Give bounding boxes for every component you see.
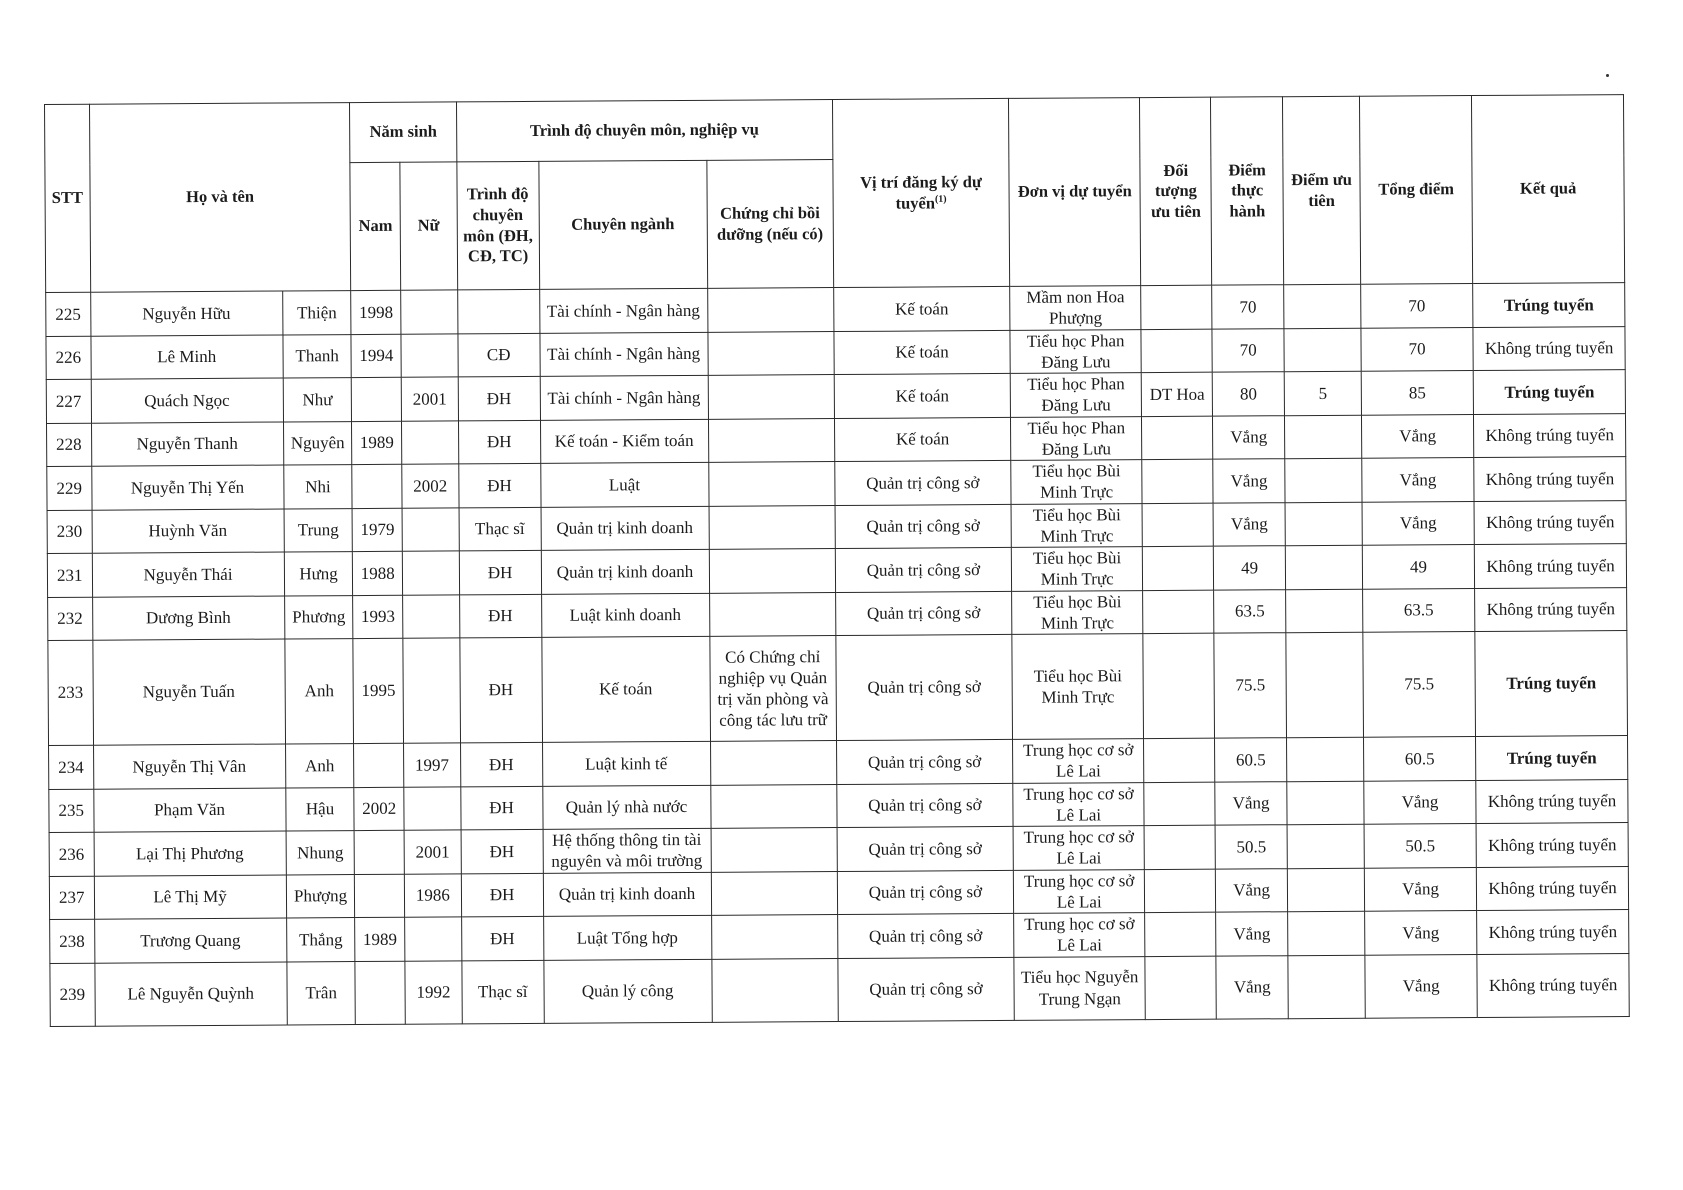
- cell-vi-tri: Quản trị công sở: [836, 634, 1013, 740]
- cell-diem-uu-tien: [1286, 632, 1364, 737]
- cell-chung-chi: [711, 958, 838, 1022]
- cell-ten: Anh: [285, 639, 354, 744]
- cell-tong-diem: 63.5: [1362, 588, 1475, 632]
- cell-trinh-do: [457, 289, 539, 333]
- cell-ket-qua: Trúng tuyển: [1476, 736, 1628, 780]
- cell-nu: [403, 638, 460, 743]
- cell-doi-tuong: [1145, 912, 1216, 956]
- cell-doi-tuong: [1141, 329, 1212, 373]
- cell-chung-chi: [707, 288, 834, 332]
- cell-ten: Trân: [287, 961, 356, 1024]
- cell-stt: 232: [48, 597, 93, 641]
- cell-don-vi: Tiểu học Bùi Minh Trực: [1011, 460, 1143, 504]
- cell-nam: [355, 830, 405, 874]
- cell-trinh-do: ĐH: [460, 786, 542, 830]
- header-trinh-do-group: Trình độ chuyên môn, nghiệp vụ: [456, 100, 833, 162]
- cell-doi-tuong: [1145, 956, 1216, 1019]
- cell-stt: 230: [47, 510, 92, 554]
- cell-ket-qua: Không trúng tuyển: [1477, 866, 1629, 910]
- cell-diem-uu-tien: [1288, 911, 1365, 955]
- cell-ho: Huỳnh Văn: [92, 509, 284, 554]
- cell-ten: Như: [283, 378, 352, 422]
- cell-diem-thuc-hanh: 63.5: [1214, 589, 1286, 633]
- cell-diem-uu-tien: [1286, 589, 1363, 633]
- cell-chuyen-nganh: Kế toán: [541, 636, 710, 742]
- cell-chung-chi: [709, 505, 836, 549]
- cell-stt: 231: [47, 553, 92, 597]
- cell-nam: [354, 743, 404, 787]
- cell-nu: [401, 333, 458, 377]
- cell-nu: [402, 507, 459, 551]
- cell-nu: 1986: [404, 873, 461, 917]
- cell-diem-thuc-hanh: Vắng: [1215, 781, 1287, 825]
- cell-diem-uu-tien: [1287, 824, 1364, 868]
- cell-doi-tuong: [1145, 869, 1216, 913]
- cell-ho: Nguyễn Tuấn: [92, 639, 285, 745]
- cell-diem-uu-tien: [1285, 545, 1362, 589]
- cell-tong-diem: 70: [1361, 327, 1474, 371]
- cell-trinh-do: ĐH: [459, 594, 541, 638]
- header-vi-tri-note: (1): [934, 193, 947, 205]
- cell-ho: Lê Nguyễn Quỳnh: [94, 961, 287, 1025]
- cell-ten: Thắng: [286, 918, 355, 962]
- cell-don-vi: Mầm non Hoa Phượng: [1010, 286, 1142, 330]
- cell-diem-uu-tien: [1288, 955, 1365, 1018]
- cell-chung-chi: [709, 592, 836, 636]
- cell-doi-tuong: [1141, 285, 1212, 329]
- cell-don-vi: Tiểu học Bùi Minh Trực: [1011, 547, 1143, 591]
- cell-stt: 238: [50, 919, 95, 963]
- header-tong-diem: Tổng điểm: [1359, 96, 1472, 285]
- cell-ket-qua: Không trúng tuyển: [1477, 910, 1629, 954]
- cell-ket-qua: Trúng tuyển: [1473, 370, 1625, 414]
- cell-ket-qua: Không trúng tuyển: [1474, 457, 1626, 501]
- cell-ten: Hưng: [284, 552, 353, 596]
- cell-vi-tri: Quản trị công sở: [835, 460, 1011, 505]
- cell-chuyen-nganh: Luật: [540, 462, 708, 507]
- cell-trinh-do: Thạc sĩ: [462, 960, 544, 1024]
- cell-ten: Phượng: [286, 874, 355, 918]
- cell-tong-diem: Vắng: [1361, 414, 1474, 458]
- cell-tong-diem: Vắng: [1365, 954, 1478, 1018]
- table-row: [48, 631, 1628, 746]
- header-ho-va-ten: Họ và tên: [89, 103, 351, 293]
- cell-stt: 228: [47, 423, 92, 467]
- cell-vi-tri: Quản trị công sở: [836, 739, 1012, 784]
- header-stt: STT: [45, 104, 91, 292]
- cell-ho: Nguyễn Hữu: [90, 291, 282, 336]
- cell-diem-thuc-hanh: Vắng: [1216, 955, 1288, 1018]
- header-diem-uu-tien: Điểm ưu tiên: [1283, 96, 1361, 284]
- cell-ten: Nhi: [283, 465, 352, 509]
- cell-chuyen-nganh: Quản trị kinh doanh: [541, 549, 709, 594]
- cell-diem-thuc-hanh: Vắng: [1213, 502, 1285, 546]
- cell-ten: Phương: [284, 595, 353, 639]
- cell-chuyen-nganh: Quản lý công: [543, 959, 711, 1023]
- cell-diem-uu-tien: [1284, 284, 1361, 328]
- cell-trinh-do: ĐH: [458, 463, 540, 507]
- cell-stt: 233: [48, 640, 93, 745]
- cell-vi-tri: Quản trị công sở: [838, 957, 1014, 1021]
- cell-nam: 1993: [353, 595, 403, 639]
- cell-diem-thuc-hanh: Vắng: [1216, 912, 1288, 956]
- cell-chung-chi: [711, 915, 838, 959]
- cell-tong-diem: 75.5: [1363, 632, 1476, 738]
- cell-diem-uu-tien: [1285, 415, 1362, 459]
- table-header: [45, 95, 1625, 293]
- cell-diem-uu-tien: [1285, 458, 1362, 502]
- cell-nu: [403, 594, 460, 638]
- cell-trinh-do: ĐH: [458, 420, 540, 464]
- cell-diem-thuc-hanh: 49: [1214, 546, 1286, 590]
- cell-chuyen-nganh: Tài chính - Ngân hàng: [539, 288, 707, 333]
- cell-tong-diem: Vắng: [1364, 780, 1477, 824]
- results-sheet: [44, 94, 1630, 1026]
- cell-vi-tri: Kế toán: [834, 330, 1010, 375]
- cell-trinh-do: ĐH: [461, 829, 543, 873]
- header-chung-chi: Chứng chỉ bồi dưỡng (nếu có): [706, 160, 833, 289]
- cell-don-vi: Tiểu học Phan Đăng Lưu: [1010, 373, 1142, 417]
- cell-doi-tuong: [1144, 738, 1215, 782]
- cell-vi-tri: Quản trị công sở: [835, 504, 1011, 549]
- cell-ten: Thanh: [283, 334, 352, 378]
- cell-chung-chi: [708, 462, 835, 506]
- cell-nam: [355, 961, 405, 1024]
- cell-nu: 2002: [402, 464, 459, 508]
- cell-ten: Trung: [284, 508, 353, 552]
- cell-chuyen-nganh: Tài chính - Ngân hàng: [540, 332, 708, 377]
- cell-ket-qua: Trúng tuyển: [1473, 283, 1625, 327]
- cell-stt: 234: [49, 745, 94, 789]
- cell-ho: Trương Quang: [94, 918, 286, 963]
- cell-vi-tri: Quản trị công sở: [837, 870, 1013, 915]
- cell-nu: 2001: [404, 830, 461, 874]
- cell-nam: 1979: [353, 508, 403, 552]
- header-nam-sinh: Năm sinh: [350, 102, 457, 163]
- cell-doi-tuong: [1143, 633, 1214, 738]
- cell-doi-tuong: [1144, 825, 1215, 869]
- cell-nam: 1988: [353, 551, 403, 595]
- cell-tong-diem: 50.5: [1364, 824, 1477, 868]
- cell-don-vi: Trung học cơ sở Lê Lai: [1013, 869, 1145, 913]
- cell-chuyen-nganh: Quản trị kinh doanh: [543, 872, 711, 917]
- cell-nam: 1989: [352, 421, 402, 465]
- cell-don-vi: Trung học cơ sở Lê Lai: [1014, 913, 1146, 957]
- cell-trinh-do: Thạc sĩ: [459, 507, 541, 551]
- cell-trinh-do: ĐH: [461, 873, 543, 917]
- header-trinh-do: Trình độ chuyên môn (ĐH, CĐ, TC): [457, 161, 540, 290]
- cell-nu: [404, 786, 461, 830]
- cell-ho: Phạm Văn: [93, 787, 285, 832]
- header-doi-tuong: Đối tượng ưu tiên: [1140, 97, 1212, 285]
- cell-nu: 2001: [401, 377, 458, 421]
- cell-tong-diem: Vắng: [1365, 911, 1478, 955]
- cell-diem-uu-tien: 5: [1284, 371, 1361, 415]
- cell-tong-diem: 85: [1361, 371, 1474, 415]
- cell-nu: [402, 420, 459, 464]
- cell-stt: 225: [46, 292, 91, 336]
- cell-vi-tri: Kế toán: [834, 373, 1010, 418]
- cell-don-vi: Tiểu học Bùi Minh Trực: [1012, 590, 1144, 634]
- cell-stt: 226: [46, 336, 91, 380]
- cell-ket-qua: Không trúng tuyển: [1473, 326, 1625, 370]
- cell-chuyen-nganh: Quản lý nhà nước: [542, 785, 710, 830]
- cell-chuyen-nganh: Luật kinh doanh: [541, 593, 709, 638]
- cell-nam: [352, 377, 402, 421]
- cell-chung-chi: [711, 871, 838, 915]
- cell-nam: [352, 464, 402, 508]
- cell-nam: 1998: [351, 290, 401, 334]
- cell-don-vi: Tiểu học Phan Đăng Lưu: [1010, 416, 1142, 460]
- cell-ket-qua: Không trúng tuyển: [1475, 587, 1627, 631]
- header-ket-qua: Kết quả: [1472, 95, 1625, 284]
- cell-tong-diem: Vắng: [1364, 867, 1477, 911]
- cell-stt: 237: [49, 876, 94, 920]
- cell-ten: Nhung: [286, 831, 355, 875]
- cell-chuyen-nganh: Quản trị kinh doanh: [541, 506, 709, 551]
- cell-doi-tuong: [1143, 590, 1214, 634]
- cell-ho: Lại Thị Phương: [94, 831, 286, 876]
- cell-tong-diem: 60.5: [1363, 737, 1476, 781]
- cell-stt: 227: [46, 379, 91, 423]
- cell-don-vi: Trung học cơ sở Lê Lai: [1012, 739, 1144, 783]
- scan-speck: [1606, 74, 1609, 77]
- cell-chung-chi: Có Chứng chỉ nghiệp vụ Quản trị văn phòng và công tác lưu trữ: [709, 636, 836, 742]
- cell-chung-chi: [711, 828, 838, 872]
- cell-chung-chi: [709, 549, 836, 593]
- cell-ket-qua: Không trúng tuyển: [1477, 953, 1629, 1017]
- results-table: [44, 94, 1630, 1026]
- cell-tong-diem: Vắng: [1362, 501, 1475, 545]
- header-chuyen-nganh: Chuyên ngành: [538, 160, 707, 289]
- header-vi-tri: [832, 98, 1009, 287]
- cell-doi-tuong: [1142, 416, 1213, 460]
- cell-nu: [405, 917, 462, 961]
- header-vi-tri-label: Vị trí đăng ký dự tuyển: [860, 171, 982, 213]
- cell-chuyen-nganh: Kế toán - Kiểm toán: [540, 419, 708, 464]
- cell-tong-diem: 70: [1361, 284, 1474, 328]
- cell-trinh-do: ĐH: [459, 550, 541, 594]
- cell-stt: 229: [47, 466, 92, 510]
- cell-ho: Dương Bình: [92, 596, 284, 641]
- cell-ho: Lê Thị Mỹ: [94, 874, 286, 919]
- cell-ho: Nguyễn Thái: [92, 552, 284, 597]
- table-row: [50, 953, 1629, 1026]
- cell-doi-tuong: DT Hoa: [1142, 372, 1213, 416]
- cell-diem-thuc-hanh: 70: [1212, 328, 1284, 372]
- cell-diem-thuc-hanh: Vắng: [1216, 868, 1288, 912]
- cell-chung-chi: [707, 331, 834, 375]
- cell-nam: 2002: [354, 787, 404, 831]
- cell-tong-diem: 49: [1362, 545, 1475, 589]
- cell-don-vi: Tiểu học Phan Đăng Lưu: [1010, 329, 1142, 373]
- cell-diem-uu-tien: [1285, 502, 1362, 546]
- cell-stt: 235: [49, 789, 94, 833]
- cell-diem-thuc-hanh: Vắng: [1213, 415, 1285, 459]
- table-body: [46, 283, 1630, 1026]
- cell-chuyen-nganh: Hệ thống thông tin tài nguyên và môi trường: [543, 828, 711, 873]
- header-nu: Nữ: [400, 162, 457, 290]
- cell-ket-qua: Không trúng tuyển: [1474, 544, 1626, 588]
- cell-don-vi: Trung học cơ sở Lê Lai: [1013, 826, 1145, 870]
- cell-diem-uu-tien: [1284, 328, 1361, 372]
- cell-chung-chi: [710, 741, 837, 785]
- cell-diem-thuc-hanh: 50.5: [1215, 825, 1287, 869]
- cell-vi-tri: Quản trị công sở: [837, 826, 1013, 871]
- cell-chuyen-nganh: Tài chính - Ngân hàng: [540, 375, 708, 420]
- cell-ket-qua: Không trúng tuyển: [1474, 413, 1626, 457]
- cell-trinh-do: ĐH: [460, 742, 542, 786]
- cell-diem-thuc-hanh: 75.5: [1214, 633, 1286, 738]
- cell-chung-chi: [708, 418, 835, 462]
- cell-vi-tri: Quản trị công sở: [838, 913, 1014, 958]
- cell-ho: Nguyễn Thanh: [91, 422, 283, 467]
- cell-nam: 1994: [351, 334, 401, 378]
- cell-vi-tri: Quản trị công sở: [837, 783, 1013, 828]
- cell-diem-uu-tien: [1287, 737, 1364, 781]
- cell-nam: 1995: [353, 638, 403, 743]
- cell-ho: Quách Ngọc: [91, 378, 283, 423]
- cell-ten: Hậu: [285, 787, 354, 831]
- cell-doi-tuong: [1143, 546, 1214, 590]
- header-nam: Nam: [350, 162, 400, 290]
- cell-diem-uu-tien: [1287, 868, 1364, 912]
- cell-stt: 236: [49, 832, 94, 876]
- cell-chung-chi: [710, 784, 837, 828]
- cell-don-vi: Tiểu học Nguyễn Trung Ngạn: [1014, 956, 1146, 1020]
- cell-nam: 1989: [355, 917, 405, 961]
- cell-don-vi: Tiểu học Bùi Minh Trực: [1012, 634, 1144, 740]
- cell-ket-qua: Không trúng tuyển: [1476, 779, 1628, 823]
- cell-chuyen-nganh: Luật Tổng hợp: [543, 915, 711, 960]
- cell-nu: [402, 551, 459, 595]
- cell-vi-tri: Quản trị công sở: [835, 547, 1011, 592]
- cell-don-vi: Trung học cơ sở Lê Lai: [1013, 782, 1145, 826]
- cell-ten: Anh: [285, 744, 354, 788]
- cell-ket-qua: Trúng tuyển: [1475, 631, 1627, 737]
- cell-ho: Nguyễn Thị Vân: [93, 744, 285, 789]
- cell-vi-tri: Kế toán: [834, 286, 1010, 331]
- cell-ten: Nguyên: [283, 421, 352, 465]
- cell-vi-tri: Quản trị công sở: [836, 591, 1012, 636]
- cell-trinh-do: ĐH: [458, 376, 540, 420]
- cell-trinh-do: ĐH: [460, 637, 543, 743]
- cell-ket-qua: Không trúng tuyển: [1474, 500, 1626, 544]
- header-diem-thuc-hanh: Điểm thực hành: [1211, 97, 1284, 285]
- cell-nu: 1992: [405, 960, 462, 1023]
- header-don-vi: Đơn vị dự tuyển: [1008, 98, 1141, 287]
- cell-stt: 239: [50, 963, 95, 1026]
- cell-ket-qua: Không trúng tuyển: [1476, 823, 1628, 867]
- cell-nam: [355, 874, 405, 918]
- cell-doi-tuong: [1142, 503, 1213, 547]
- cell-ten: Thiện: [282, 291, 351, 335]
- cell-nu: [401, 290, 458, 334]
- cell-diem-uu-tien: [1287, 781, 1364, 825]
- cell-chuyen-nganh: Luật kinh tế: [542, 741, 710, 786]
- cell-diem-thuc-hanh: 70: [1212, 285, 1284, 329]
- cell-chung-chi: [708, 375, 835, 419]
- cell-don-vi: Tiểu học Bùi Minh Trực: [1011, 503, 1143, 547]
- cell-vi-tri: Kế toán: [834, 417, 1010, 462]
- cell-diem-thuc-hanh: 80: [1212, 372, 1284, 416]
- cell-nu: 1997: [404, 743, 461, 787]
- cell-diem-thuc-hanh: Vắng: [1213, 459, 1285, 503]
- cell-ho: Nguyễn Thị Yến: [91, 465, 283, 510]
- cell-trinh-do: CĐ: [458, 333, 540, 377]
- cell-doi-tuong: [1144, 782, 1215, 826]
- cell-trinh-do: ĐH: [461, 916, 543, 960]
- cell-ho: Lê Minh: [90, 335, 282, 380]
- cell-diem-thuc-hanh: 60.5: [1215, 738, 1287, 782]
- cell-doi-tuong: [1142, 459, 1213, 503]
- cell-tong-diem: Vắng: [1362, 458, 1475, 502]
